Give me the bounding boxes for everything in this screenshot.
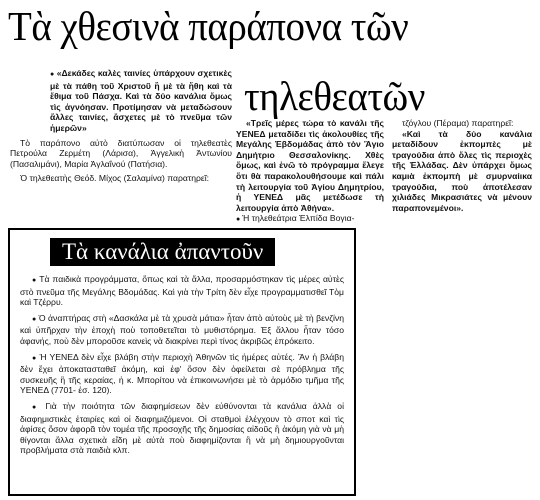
complaint-paragraph: Τὸ παράπονο αὐτὸ διατύπωσαν οἱ τηλεθεατὲς Πετρούλα Ζερμέτη (Λάρισα), Ἀγγελικὴ Ἀντωνίου (Πασαλιμάνι), Μαρία Ἀγλαΐνού (Πατήσια).: [10, 137, 232, 169]
answer-paragraph-4: ● Γιὰ τὴν ποιότητα τῶν διαφημίσεων δὲν εὐθύνονται τὰ κανάλια ἀλλὰ οἱ διαφημιστικὲς ἑταιρίες καὶ οἱ διαφημιζόμενοι. Οἱ σταθμοὶ ἐλέγχουν τὸ σποτ καὶ τὶς ἀφίσες ὅσον ἀφορᾶ τὸν τομέα τῆς προσοχῆς τῆς δημοσίας αἰδοῦς ἢ ἀκόμη γιὰ νὰ μὴ θίγονται ἄλλα σχετικὰ εἴδη μὲ αὐτὰ ποὺ διαφημίζονται ἢ νὰ μὴ δημιουργοῦνται προβλήματα στὰ παιδιὰ κλπ.: [20, 401, 344, 456]
right-viewer-paragraph: τζόγλου (Πέραμα) παρατηρεῖ:: [402, 118, 514, 128]
middle-quote-paragraph: «Τρεῖς μέρες τώρα τὸ κανάλι τῆς ΥΕΝΕΔ μεταδίδει τὶς ἀκολουθίες τῆς Μεγάλης Ἑβδομάδας ἀπὸ τὸν Ἅγιο Δημήτριο Θεσσαλονίκης. Χθὲς ὅμως, καὶ ἐνῶ τὸ πρόγραμμα ἔλεγε ὅτι θὰ παρακολουθήσουμε καὶ πάλι τὴ λειτουργία τοῦ Ἁγίου Δημητρίου, ἡ ΥΕΝΕΔ μᾶς μετέδωσε τὴ λειτουργία ἀπὸ Ἀθήνα».: [236, 118, 384, 213]
middle-viewer-paragraph: ● Ἡ τηλεθεάτρια Ἐλπίδα Βογια-: [236, 213, 384, 226]
middle-column: [236, 118, 384, 226]
answers-box: [8, 228, 356, 496]
answers-box-body: [20, 274, 344, 461]
viewer-intro-paragraph: Ὁ τηλεθεατὴς Θεόδ. Μίχος (Σαλαμίνα) παρατηρεῖ:: [20, 173, 210, 184]
headline-line-2: τηλεθεατῶν: [244, 73, 425, 119]
right-quote-paragraph: «Καὶ τὰ δύο κανάλια μεταδίδουν ἐκπομπὲς μὲ τραγούδια ἀπὸ ὅλες τὶς περιοχὲς τῆς Ἑλλάδας. Δὲν ὑπάρχει ὅμως καμιὰ ἐκπομπὴ μὲ σμυρναίικα τραγούδια, ποὺ ἀποτέλεσαν χιλιάδες Μικρασιάτες νὰ μένουν παραπονεμένοι».: [392, 128, 532, 213]
answer-paragraph-2: ● Ὁ ἀναπτήρας στὴ «Δασκάλα μὲ τὰ χρυσὰ μάτια» ἦταν ἀπὸ αὐτοὺς μὲ τὴ βενζίνη καὶ ὑπῆρχαν τὴν ἐποχὴ ποὺ τοποθετεῖται τὸ μυθιστόρημα. Ἐξ ἄλλου ἦταν τόσο ἀφανής, ποὺ δὲν μποροῦσε κανεὶς νὰ διακρίνει περὶ τίνος ἀκριβῶς ἐπρόκειτο.: [20, 313, 344, 347]
lead-paragraph: ● «Δεκάδες καλὲς ταινίες ὑπάρχουν σχετικὲς μὲ τὰ πάθη τοῦ Χριστοῦ ἢ μὲ τὰ ἤθη καὶ τὰ ἔθιμα τοῦ Πάσχα. Καὶ τὰ δύο κανάλια ὅμως τὶς ἀγνόησαν. Προτίμησαν νὰ μεταδώσουν ἄλλες ταινίες, ἄσχετες μὲ τὸ πνεῦμα τῶν ἡμερῶν»: [10, 68, 232, 134]
left-column: [10, 68, 232, 184]
right-column: [392, 118, 532, 213]
headline-line-1: Τὰ χθεσινὰ παράπονα τῶν: [8, 3, 409, 49]
answers-box-title: Τὰ κανάλια ἀπαντοῦν: [50, 238, 275, 266]
answer-paragraph-3: ● Ἡ ΥΕΝΕΔ δὲν εἶχε βλάβη στὴν περιοχὴ Ἀθηνῶν τὶς ἡμέρες αὐτές. Ἂν ἡ βλάβη δὲν ἔχει ἀποκατασταθεῖ ἀκόμη, καὶ ἐφ' ὅσον δὲν ὀφείλεται σὲ πρόβλημα τῆς συσκευῆς ἢ τῆς κεραίας, ἡ κ. Μπορίτου νὰ ἐπικοινωνήσει μὲ τὸ ἁρμόδιο τμῆμα τῆς ΥΕΝΕΔ (7701- ἐσ. 120).: [20, 352, 344, 396]
answer-paragraph-1: ● Τὰ παιδικὰ προγράμματα, ὅπως καὶ τὰ ἄλλα, προσαρμόστηκαν τὶς μέρες αὐτὲς στὸ πνεῦμα τῆς Μεγάλης Βδομάδας. Καὶ γιὰ τὴν Τρίτη δὲν εἶχε προγραμματισθεῖ Τὸμ καὶ Τζέρρυ.: [20, 274, 344, 308]
